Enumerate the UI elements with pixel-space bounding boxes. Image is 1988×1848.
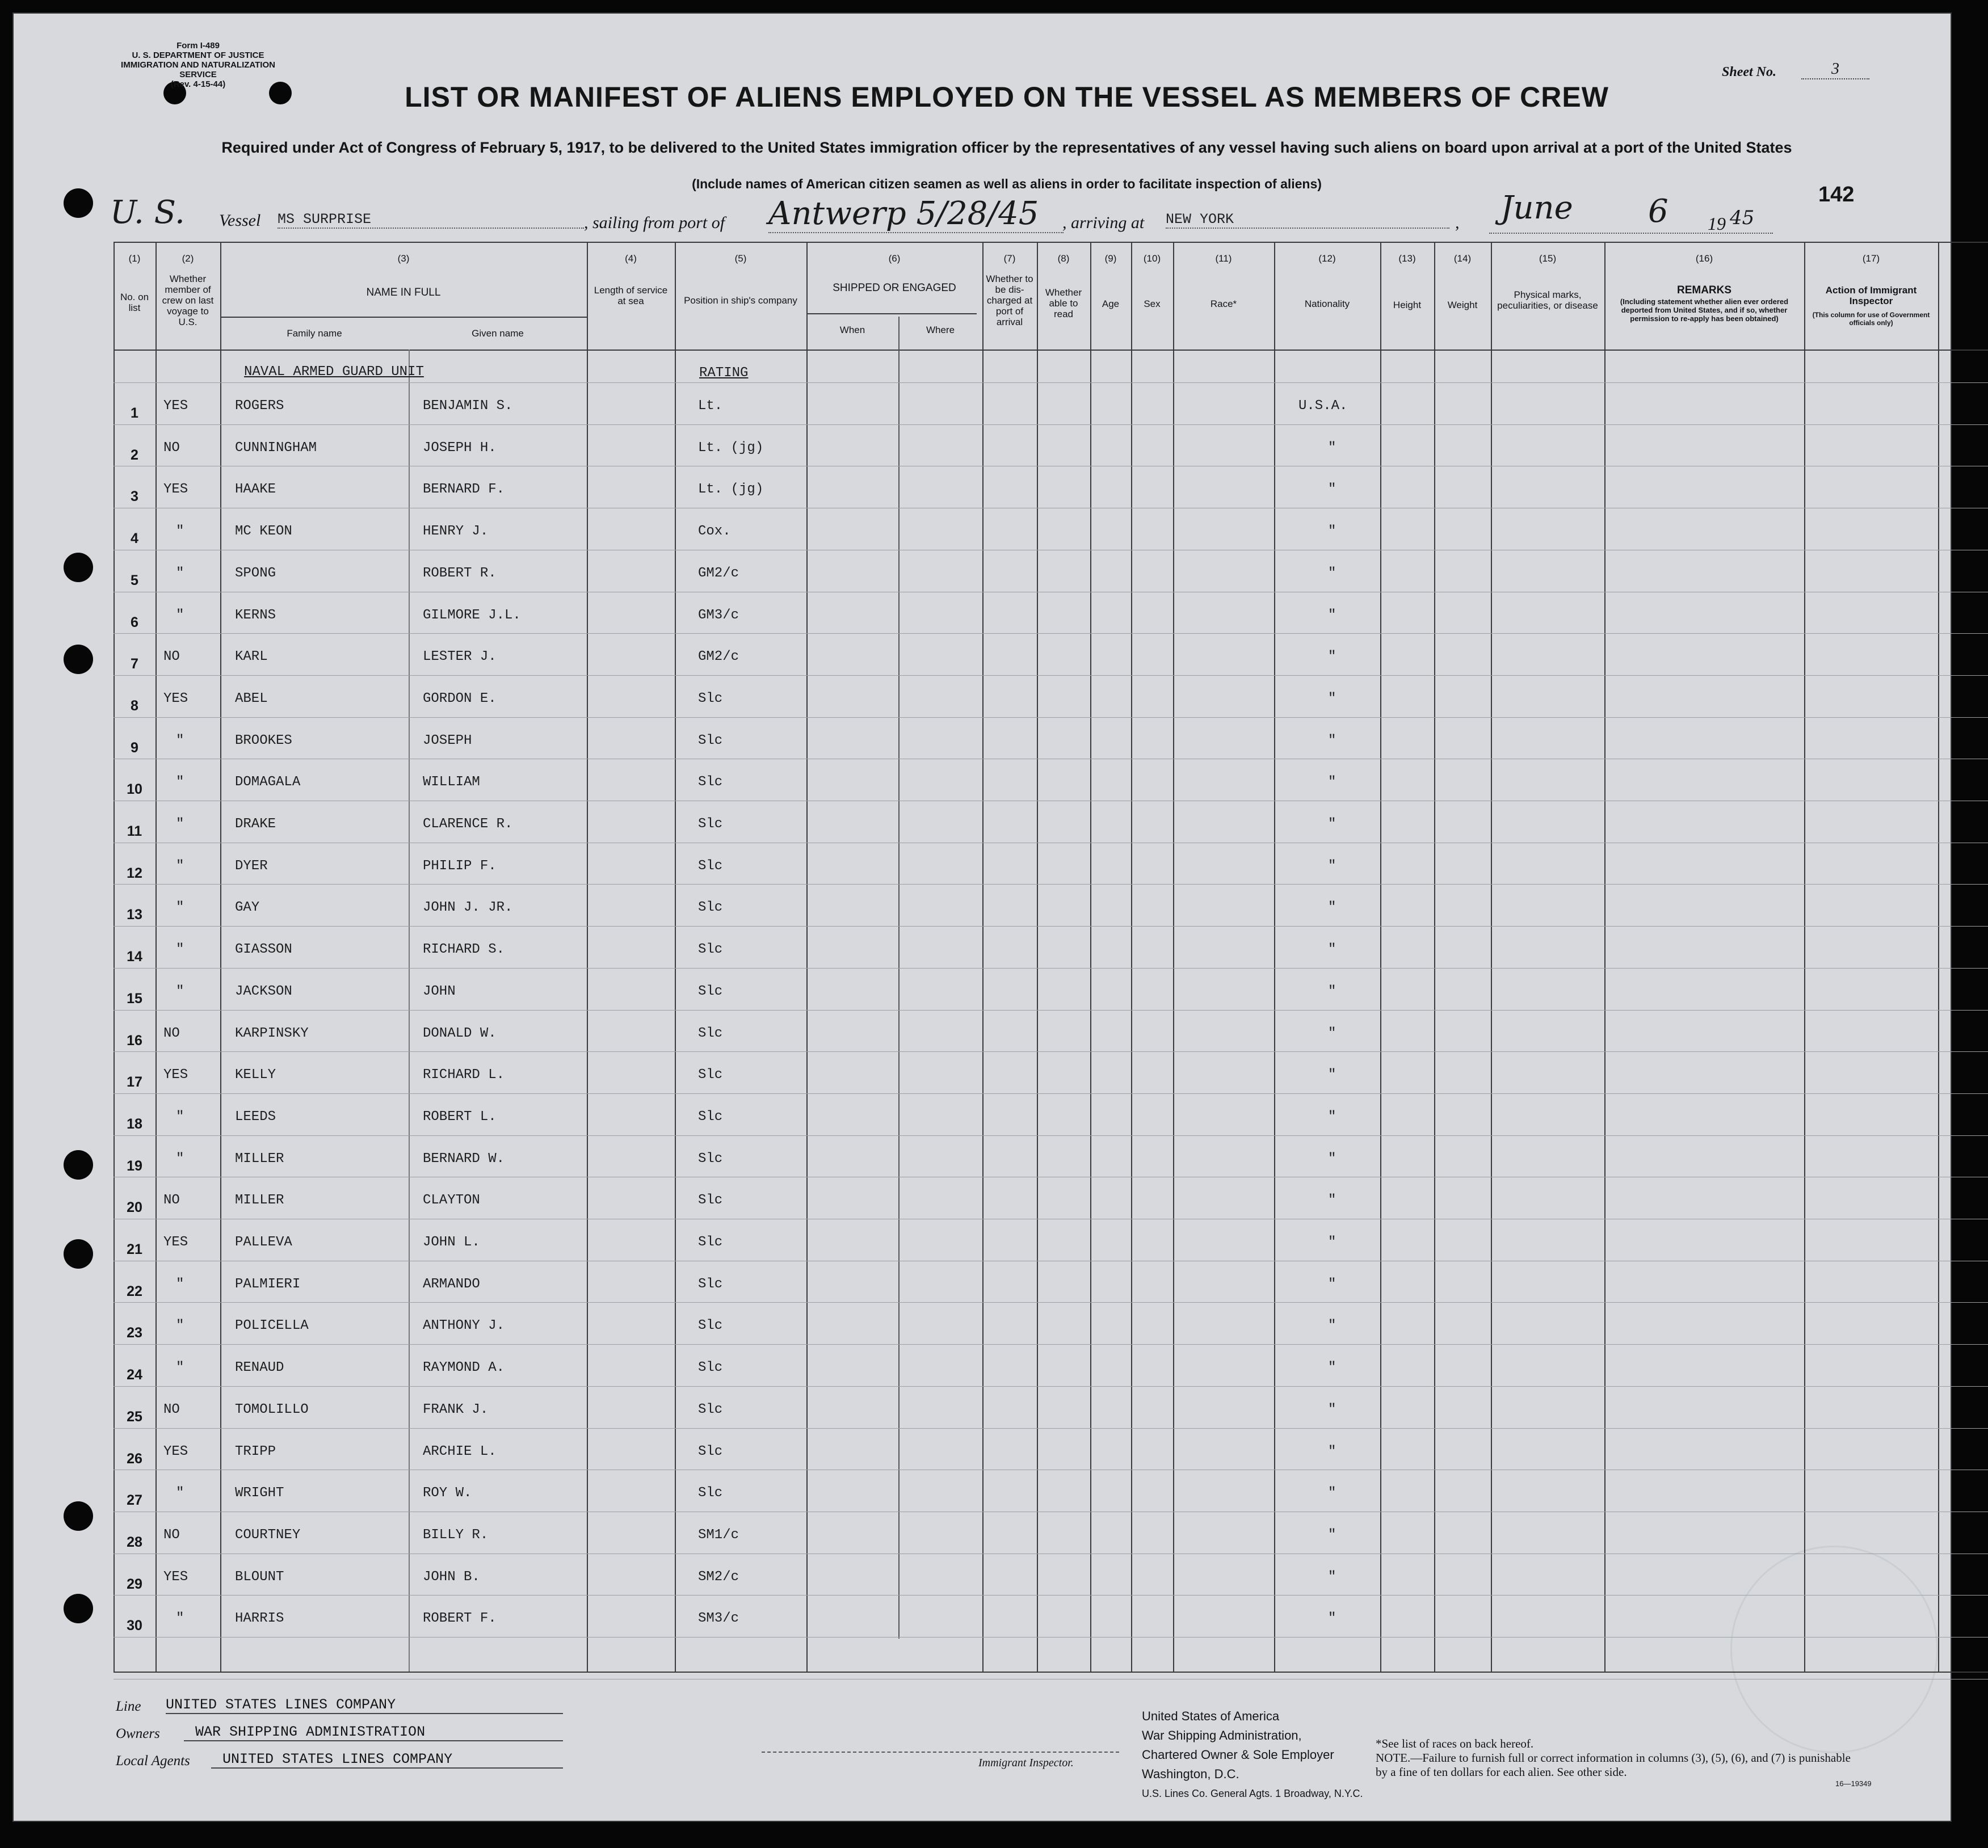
position: Slc bbox=[698, 691, 723, 706]
previous-voyage: " bbox=[176, 1318, 184, 1334]
col-number-8: (8) bbox=[1057, 253, 1070, 264]
header-when: When bbox=[839, 325, 865, 335]
header-given-name: Given name bbox=[472, 328, 524, 339]
employer-agency: War Shipping Administration, bbox=[1142, 1728, 1302, 1742]
col-number-9: (9) bbox=[1104, 253, 1117, 264]
col-number-6: (6) bbox=[888, 253, 901, 264]
given-name: ROBERT F. bbox=[423, 1611, 497, 1627]
previous-voyage: YES bbox=[163, 1067, 188, 1083]
table-rule bbox=[114, 1302, 1988, 1303]
given-name: ARCHIE L. bbox=[423, 1443, 497, 1459]
position: Slc bbox=[698, 1276, 723, 1292]
nationality: " bbox=[1328, 900, 1336, 916]
row-number: 15 bbox=[127, 990, 142, 1007]
nationality: " bbox=[1328, 1360, 1336, 1376]
position: Slc bbox=[698, 733, 723, 748]
table-rule bbox=[114, 884, 1988, 885]
previous-voyage: NO bbox=[163, 1527, 180, 1543]
previous-voyage: " bbox=[176, 1151, 184, 1167]
employer-country: United States of America bbox=[1142, 1709, 1280, 1723]
row-number: 8 bbox=[131, 697, 138, 714]
previous-voyage: " bbox=[176, 858, 184, 874]
family-name: DRAKE bbox=[235, 816, 276, 832]
position: Lt. (jg) bbox=[698, 440, 764, 456]
row-number: 20 bbox=[127, 1199, 142, 1216]
given-name: RICHARD S. bbox=[423, 942, 505, 958]
table-rule bbox=[114, 1386, 1988, 1387]
nationality: " bbox=[1328, 942, 1336, 958]
nationality: " bbox=[1328, 1569, 1336, 1585]
line-label: Line bbox=[116, 1699, 141, 1714]
row-number: 2 bbox=[131, 447, 138, 463]
given-name: BERNARD F. bbox=[423, 482, 505, 498]
given-name: RICHARD L. bbox=[423, 1067, 505, 1083]
nationality: " bbox=[1328, 983, 1336, 999]
family-name: PALLEVA bbox=[235, 1235, 292, 1250]
row-number: 21 bbox=[127, 1241, 142, 1257]
given-name: JOSEPH bbox=[423, 733, 472, 748]
previous-voyage: " bbox=[176, 774, 184, 790]
owners-value: WAR SHIPPING ADMINISTRATION bbox=[184, 1724, 563, 1741]
given-name: BERNARD W. bbox=[423, 1151, 505, 1167]
previous-voyage: " bbox=[176, 1611, 184, 1627]
table-rule bbox=[114, 1595, 1988, 1596]
header-length-of-service: Length of service at sea bbox=[594, 285, 668, 306]
header-inspector-action: Action of Immigrant Inspector bbox=[1825, 285, 1917, 306]
vessel-label: Vessel bbox=[219, 211, 261, 230]
position: Slc bbox=[698, 942, 723, 958]
position: Slc bbox=[698, 1235, 723, 1250]
previous-voyage: YES bbox=[163, 1569, 188, 1585]
family-name: PALMIERI bbox=[235, 1276, 301, 1292]
given-name: GILMORE J.L. bbox=[423, 607, 521, 623]
family-name: JACKSON bbox=[235, 983, 292, 999]
row-number: 19 bbox=[127, 1157, 142, 1174]
given-name: FRANK J. bbox=[423, 1401, 489, 1417]
table-rule bbox=[114, 675, 1988, 676]
family-name: CUNNINGHAM bbox=[235, 440, 317, 456]
row-number: 30 bbox=[127, 1618, 142, 1634]
nationality: " bbox=[1328, 1235, 1336, 1250]
nationality: U.S.A. bbox=[1298, 398, 1348, 414]
family-name: LEEDS bbox=[235, 1109, 276, 1125]
col-number-14: (14) bbox=[1453, 253, 1472, 264]
col-number-13: (13) bbox=[1398, 253, 1416, 264]
position: Slc bbox=[698, 1151, 723, 1167]
header-previous-voyage: Whether member of crew on last voyage to U.S. bbox=[162, 273, 214, 327]
arrival-month: June bbox=[1501, 190, 1573, 226]
position: Slc bbox=[698, 1401, 723, 1417]
given-name: CLAYTON bbox=[423, 1193, 480, 1209]
row-number: 14 bbox=[127, 949, 142, 965]
nationality: " bbox=[1328, 1401, 1336, 1417]
position: Slc bbox=[698, 1443, 723, 1459]
footer-notes bbox=[1376, 1737, 1858, 1779]
service-name: IMMIGRATION AND NATURALIZATION SERVICE bbox=[121, 60, 275, 79]
given-name: JOHN B. bbox=[423, 1569, 480, 1585]
row-number: 7 bbox=[131, 656, 138, 672]
nationality: " bbox=[1328, 482, 1336, 498]
position: SM3/c bbox=[698, 1611, 739, 1627]
previous-voyage: YES bbox=[163, 398, 188, 414]
nationality: " bbox=[1328, 649, 1336, 665]
col-number-12: (12) bbox=[1318, 253, 1336, 264]
punch-hole bbox=[64, 1594, 93, 1623]
previous-voyage: NO bbox=[163, 1193, 180, 1209]
position: SM1/c bbox=[698, 1527, 739, 1543]
row-number: 18 bbox=[127, 1115, 142, 1132]
row-number: 22 bbox=[127, 1283, 142, 1299]
col-number-15: (15) bbox=[1539, 253, 1557, 264]
nationality: " bbox=[1328, 1443, 1336, 1459]
punch-hole bbox=[64, 553, 93, 582]
given-name: LESTER J. bbox=[423, 649, 497, 665]
row-number: 23 bbox=[127, 1325, 142, 1341]
nationality: " bbox=[1328, 1527, 1336, 1543]
family-name: HARRIS bbox=[235, 1611, 284, 1627]
header-no-on-list: No. on list bbox=[120, 292, 149, 313]
nationality: " bbox=[1328, 524, 1336, 540]
row-number: 26 bbox=[127, 1450, 142, 1467]
row-number: 12 bbox=[127, 865, 142, 881]
position: Slc bbox=[698, 1067, 723, 1083]
form-number: Form I-489 bbox=[176, 41, 220, 50]
family-name: GIASSON bbox=[235, 942, 292, 958]
family-name: TRIPP bbox=[235, 1443, 276, 1459]
table-rule bbox=[114, 1093, 1988, 1094]
position: Slc bbox=[698, 774, 723, 790]
table-rule bbox=[114, 1010, 1988, 1011]
vessel-name: MS SURPRISE bbox=[278, 211, 584, 229]
position: SM2/c bbox=[698, 1569, 739, 1585]
given-name: JOSEPH H. bbox=[423, 440, 497, 456]
inspector-label: Immigrant Inspector. bbox=[978, 1757, 1074, 1769]
row-number: 24 bbox=[127, 1367, 142, 1383]
previous-voyage: " bbox=[176, 1109, 184, 1125]
col-number-3: (3) bbox=[397, 253, 410, 264]
header-height: Height bbox=[1393, 300, 1422, 310]
row-number: 25 bbox=[127, 1408, 142, 1425]
family-name: ROGERS bbox=[235, 398, 284, 414]
row-number: 17 bbox=[127, 1074, 142, 1091]
header-where: Where bbox=[926, 325, 955, 335]
header-sex: Sex bbox=[1144, 298, 1161, 309]
family-name: ABEL bbox=[235, 691, 268, 706]
given-name: HENRY J. bbox=[423, 524, 489, 540]
given-name: DONALD W. bbox=[423, 1025, 497, 1041]
page-title: LIST OR MANIFEST OF ALIENS EMPLOYED ON THE VESSEL AS MEMBERS OF CREW bbox=[405, 81, 1609, 113]
family-name: KERNS bbox=[235, 607, 276, 623]
table-rule bbox=[114, 1135, 1988, 1136]
line-value: UNITED STATES LINES COMPANY bbox=[166, 1697, 563, 1714]
given-name: ARMANDO bbox=[423, 1276, 480, 1292]
row-number: 16 bbox=[127, 1032, 142, 1049]
family-name: DOMAGALA bbox=[235, 774, 301, 790]
position: Slc bbox=[698, 816, 723, 832]
position: Slc bbox=[698, 1193, 723, 1209]
family-name: MC KEON bbox=[235, 524, 292, 540]
arrival-year-suffix: 45 bbox=[1730, 207, 1755, 229]
family-name: HAAKE bbox=[235, 482, 276, 498]
header-remarks: REMARKS bbox=[1676, 284, 1732, 296]
punch-hole bbox=[64, 645, 93, 674]
header-weight: Weight bbox=[1447, 300, 1478, 310]
arriving-at-label: , arriving at bbox=[1062, 213, 1145, 232]
header-shipped-engaged: SHIPPED OR ENGAGED bbox=[833, 282, 956, 294]
header-family-name: Family name bbox=[287, 328, 342, 339]
previous-voyage: NO bbox=[163, 440, 180, 456]
position: Lt. bbox=[698, 398, 723, 414]
row-number: 27 bbox=[127, 1492, 142, 1509]
position: Slc bbox=[698, 1485, 723, 1501]
table-rule bbox=[114, 424, 1988, 425]
given-name: PHILIP F. bbox=[423, 858, 497, 874]
arrival-day: 6 bbox=[1648, 193, 1668, 230]
previous-voyage: " bbox=[176, 733, 184, 748]
header-age: Age bbox=[1102, 298, 1120, 309]
previous-voyage: " bbox=[176, 1276, 184, 1292]
nationality: " bbox=[1328, 858, 1336, 874]
employer-role: Chartered Owner & Sole Employer bbox=[1142, 1748, 1334, 1762]
header-physical-marks: Physical marks, peculiarities, or disease bbox=[1497, 289, 1598, 311]
row-number: 10 bbox=[127, 781, 142, 798]
crew-table bbox=[114, 242, 1988, 1673]
family-name: GAY bbox=[235, 900, 260, 916]
position: Slc bbox=[698, 1360, 723, 1376]
header-race: Race* bbox=[1210, 298, 1237, 309]
family-name: WRIGHT bbox=[235, 1485, 284, 1501]
given-name: ANTHONY J. bbox=[423, 1318, 505, 1334]
nationality: " bbox=[1328, 565, 1336, 581]
col-number-17: (17) bbox=[1862, 253, 1880, 264]
previous-voyage: NO bbox=[163, 1025, 180, 1041]
page-number: 142 bbox=[1818, 183, 1855, 207]
family-name: KELLY bbox=[235, 1067, 276, 1083]
position: GM3/c bbox=[698, 607, 739, 623]
arriving-at-port: NEW YORK bbox=[1166, 211, 1449, 229]
nationality: " bbox=[1328, 1485, 1336, 1501]
previous-voyage: " bbox=[176, 983, 184, 999]
header-remarks-note: (Including statement whether alien ever ordered deported from United States, and if so, whether permission to re-apply has been obtained) bbox=[1620, 297, 1789, 323]
punch-hole bbox=[64, 1150, 93, 1180]
given-name: WILLIAM bbox=[423, 774, 480, 790]
header-able-to-read: Whether able to read bbox=[1045, 287, 1082, 319]
family-name: RENAUD bbox=[235, 1360, 284, 1376]
row-number: 6 bbox=[131, 614, 138, 630]
nationality: " bbox=[1328, 733, 1336, 748]
previous-voyage: " bbox=[176, 565, 184, 581]
owners-label: Owners bbox=[116, 1726, 160, 1741]
given-name: ROBERT R. bbox=[423, 565, 497, 581]
page-subtitle: Required under Act of Congress of February 5, 1917, to be delivered to the United States immigration officer by the representatives of any vessel having such aliens on board upon arrival at a port of the United States bbox=[221, 139, 1792, 156]
nationality: " bbox=[1328, 440, 1336, 456]
family-name: BROOKES bbox=[235, 733, 292, 748]
nationality: " bbox=[1328, 1109, 1336, 1125]
punch-hole bbox=[64, 188, 93, 218]
arrival-year-prefix: 19 bbox=[1708, 213, 1726, 234]
form-identifier bbox=[104, 41, 292, 89]
family-name: DYER bbox=[235, 858, 268, 874]
row-number: 11 bbox=[127, 823, 142, 839]
position-heading: RATING bbox=[699, 365, 749, 381]
previous-voyage: NO bbox=[163, 1401, 180, 1417]
employer-city: Washington, D.C. bbox=[1142, 1767, 1239, 1781]
row-number: 4 bbox=[131, 531, 138, 547]
position: Slc bbox=[698, 900, 723, 916]
row-number: 9 bbox=[131, 739, 138, 756]
position: Slc bbox=[698, 983, 723, 999]
position: Lt. (jg) bbox=[698, 482, 764, 498]
sheet-number-value: 3 bbox=[1801, 60, 1869, 79]
position: Slc bbox=[698, 858, 723, 874]
agents-label: Local Agents bbox=[116, 1753, 190, 1769]
family-name: KARL bbox=[235, 649, 268, 665]
position: Slc bbox=[698, 1109, 723, 1125]
given-name: JOHN bbox=[423, 983, 456, 999]
nationality: " bbox=[1328, 816, 1336, 832]
nationality: " bbox=[1328, 1025, 1336, 1041]
position: Slc bbox=[698, 1318, 723, 1334]
given-name: BILLY R. bbox=[423, 1527, 489, 1543]
previous-voyage: YES bbox=[163, 1235, 188, 1250]
manifest-sheet: Form I-489 U. S. DEPARTMENT OF JUSTICE IMMIGRATION AND NATURALIZATION SERVICE (Rev. 4-15-44) Sheet No. 3 LIST OR MANIFEST OF ALIENS EMPLOYED ON THE VESSEL AS MEMBERS OF CREW Required under Act of Congress of February 5, 1917, to be delivered to the United States immigration officer by the representatives of any vessel having such aliens on board upon arrival at a port of the United States (Include names of American citizen seamen as well as aliens in order to facilitate inspection of aliens) 142 U. S. Vessel MS SURPRISE , sailing from port of Antwerp 5/28/45 , arriving at NEW YORK , June 6 19 45 (1) (2) (3) (4) (5) (6) (7) (8) (9) (10) (11) (12) (13) (14) (15) (16) (17) No. on list Whether member of crew on last voyage to U.S. NAME IN FULL Family name Given name Length of service at sea Position in ship's company SHIPPED OR ENGAGED When Where Whether to be dis-charged at port of arrival Whether able to read Age Sex Race* Nationality Height Weight Physical marks, peculiarities, or disease REMARKS (Including statement whether alien ever ordered deported from United States, and if so, whether permission to re-apply has been obtained) Action of Immigrant Inspector (This column for use of Government officials only) NAVAL ARMED GUARD UNIT RATING 1 YES ROGERS BENJAMIN S. Lt. U.S.A. 2 NO CUNNINGHAM JOSEPH H. Lt. (jg) " 3 YES HAAKE BERNARD F. Lt. (jg) " 4 " MC KEON HENRY J. Cox. " 5 " SPONG ROBERT R. GM2/c " 6 " KERNS GILMORE J.L. GM3/c " 7 NO KARL LESTER J. GM2/c " 8 YES ABEL GORDON E. Slc " 9 " BROOKES JOSEPH Slc " 10 " DOMAGALA WILLIAM Slc " 11 " DRAKE CLARENCE R. Slc " 12 " DYER PHILIP F. Slc " 13 " GAY JOHN J. JR. Slc " 14 " GIASSON RICHARD S. Slc " 15 " JACKSON JOHN Slc " 16 NO KARPINSKY DONALD W. Slc " 17 YES KELLY RICHARD L. Slc " 18 " LEEDS ROBERT L. Slc " 19 " MILLER BERNARD W. Slc " 20 NO MILLER CLAYTON Slc " 21 YES PALLEVA JOHN L. Slc " 22 " PALMIERI ARMANDO Slc " 23 " POLICELLA ANTHONY J. Slc " 24 " RENAUD RAYMOND A. Slc " 25 NO TOMOLILLO FRANK J. Slc " 26 YES TRIPP ARCHIE L. Slc " 27 " WRIGHT ROY W. Slc " 28 NO COURTNEY BILLY R. SM1/c " 29 YES BLOUNT JOHN B. SM2/c " 30 " HARRIS ROBERT F. SM3/c " Line UNITED STATES LINES COMPANY Owners WAR SHIPPING ADMINISTRATION Local Agents UNITED STATES LINES COMPANY Immigrant Inspector. United States of America War Shipping Administration, Chartered Owner & Sole Employer Washington, D.C. U.S. Lines Co. General Agts. 1 Broadway, N.Y.C. *See list of races on back hereof. NOTE.—Failure to furnish full or correct information in columns (3), (5), (6), and (7) is punishable by a fine of ten dollars for each alien. See other side. 16—19349 bbox=[12, 12, 1952, 1822]
table-rule bbox=[114, 382, 1988, 383]
table-rule bbox=[114, 717, 1988, 718]
nationality: " bbox=[1328, 691, 1336, 706]
position: GM2/c bbox=[698, 565, 739, 581]
nationality: " bbox=[1328, 1193, 1336, 1209]
previous-voyage: " bbox=[176, 607, 184, 623]
position: Cox. bbox=[698, 524, 731, 540]
table-rule bbox=[114, 1051, 1988, 1052]
col-number-7: (7) bbox=[1003, 253, 1016, 264]
header-discharged: Whether to be dis-charged at port of arrival bbox=[986, 273, 1033, 327]
table-rule bbox=[114, 1344, 1988, 1345]
row-number: 28 bbox=[127, 1534, 142, 1550]
given-name: JOHN L. bbox=[423, 1235, 480, 1250]
given-name: GORDON E. bbox=[423, 691, 497, 706]
row-number: 29 bbox=[127, 1576, 142, 1592]
previous-voyage: " bbox=[176, 942, 184, 958]
given-name: BENJAMIN S. bbox=[423, 398, 513, 414]
previous-voyage: " bbox=[176, 1485, 184, 1501]
nationality: " bbox=[1328, 1611, 1336, 1627]
col-number-10: (10) bbox=[1143, 253, 1161, 264]
given-name: CLARENCE R. bbox=[423, 816, 513, 832]
note-label: NOTE. bbox=[1376, 1751, 1411, 1765]
previous-voyage: YES bbox=[163, 691, 188, 706]
sheet-number-label: Sheet No. bbox=[1722, 65, 1776, 79]
header-name-in-full: NAME IN FULL bbox=[366, 287, 441, 298]
table-rule bbox=[114, 968, 1988, 969]
family-name: SPONG bbox=[235, 565, 276, 581]
col-number-2: (2) bbox=[182, 253, 194, 264]
previous-voyage: " bbox=[176, 900, 184, 916]
col-number-11: (11) bbox=[1215, 253, 1232, 264]
col-number-1: (1) bbox=[128, 253, 141, 264]
family-name: MILLER bbox=[235, 1151, 284, 1167]
sailing-from-port: Antwerp 5/28/45 bbox=[768, 195, 1064, 233]
nationality: " bbox=[1328, 1151, 1336, 1167]
employer-block bbox=[1142, 1707, 1363, 1803]
nationality: " bbox=[1328, 774, 1336, 790]
position: Slc bbox=[698, 1025, 723, 1041]
header-nationality: Nationality bbox=[1304, 298, 1350, 309]
page-subnote: (Include names of American citizen seamen as well as aliens in order to facilitate inspection of aliens) bbox=[692, 176, 1322, 191]
position: GM2/c bbox=[698, 649, 739, 665]
previous-voyage: YES bbox=[163, 1443, 188, 1459]
previous-voyage: NO bbox=[163, 649, 180, 665]
given-name: RAYMOND A. bbox=[423, 1360, 505, 1376]
given-name: ROBERT L. bbox=[423, 1109, 497, 1125]
row-number: 1 bbox=[131, 405, 138, 421]
family-name: KARPINSKY bbox=[235, 1025, 309, 1041]
nationality: " bbox=[1328, 1276, 1336, 1292]
given-name: JOHN J. JR. bbox=[423, 900, 513, 916]
previous-voyage: " bbox=[176, 816, 184, 832]
sailing-from-label: , sailing from port of bbox=[584, 213, 725, 232]
given-name: ROY W. bbox=[423, 1485, 472, 1501]
nationality: " bbox=[1328, 607, 1336, 623]
previous-voyage: YES bbox=[163, 482, 188, 498]
family-name: MILLER bbox=[235, 1193, 284, 1209]
punch-hole bbox=[64, 1239, 93, 1269]
unit-heading: NAVAL ARMED GUARD UNIT bbox=[244, 364, 424, 380]
col-number-4: (4) bbox=[625, 253, 637, 264]
general-agents: U.S. Lines Co. General Agts. 1 Broadway, N.Y.C. bbox=[1142, 1788, 1363, 1799]
form-code: 16—19349 bbox=[1835, 1779, 1872, 1788]
col-number-16: (16) bbox=[1695, 253, 1713, 264]
inspector-signature-line bbox=[762, 1752, 1119, 1753]
punch-hole bbox=[64, 1501, 93, 1531]
family-name: TOMOLILLO bbox=[235, 1401, 309, 1417]
race-note: *See list of races on back hereof. bbox=[1376, 1737, 1534, 1750]
header-inspector-note: (This column for use of Government officials only) bbox=[1812, 311, 1930, 327]
row-number: 3 bbox=[131, 489, 138, 505]
department-name: U. S. DEPARTMENT OF JUSTICE bbox=[132, 50, 264, 60]
family-name: COURTNEY bbox=[235, 1527, 301, 1543]
flag-handwritten: U. S. bbox=[110, 194, 185, 231]
header-position: Position in ship's company bbox=[684, 295, 797, 306]
nationality: " bbox=[1328, 1318, 1336, 1334]
family-name: POLICELLA bbox=[235, 1318, 309, 1334]
table-rule bbox=[114, 633, 1988, 634]
previous-voyage: " bbox=[176, 1360, 184, 1376]
row-number: 5 bbox=[131, 572, 138, 588]
arrival-date-line bbox=[1489, 233, 1773, 234]
family-name: BLOUNT bbox=[235, 1569, 284, 1585]
note-text: —Failure to furnish full or correct information in columns (3), (5), (6), and (7) is punishable by a fine of ten dollars for each alien. See other side. bbox=[1376, 1751, 1851, 1779]
previous-voyage: " bbox=[176, 524, 184, 540]
row-number: 13 bbox=[127, 907, 142, 923]
agents-value: UNITED STATES LINES COMPANY bbox=[211, 1751, 563, 1769]
table-rule bbox=[114, 926, 1988, 927]
table-rule bbox=[114, 1428, 1988, 1429]
nationality: " bbox=[1328, 1067, 1336, 1083]
revision-date: (Rev. 4-15-44) bbox=[170, 79, 226, 89]
col-number-5: (5) bbox=[734, 253, 747, 264]
